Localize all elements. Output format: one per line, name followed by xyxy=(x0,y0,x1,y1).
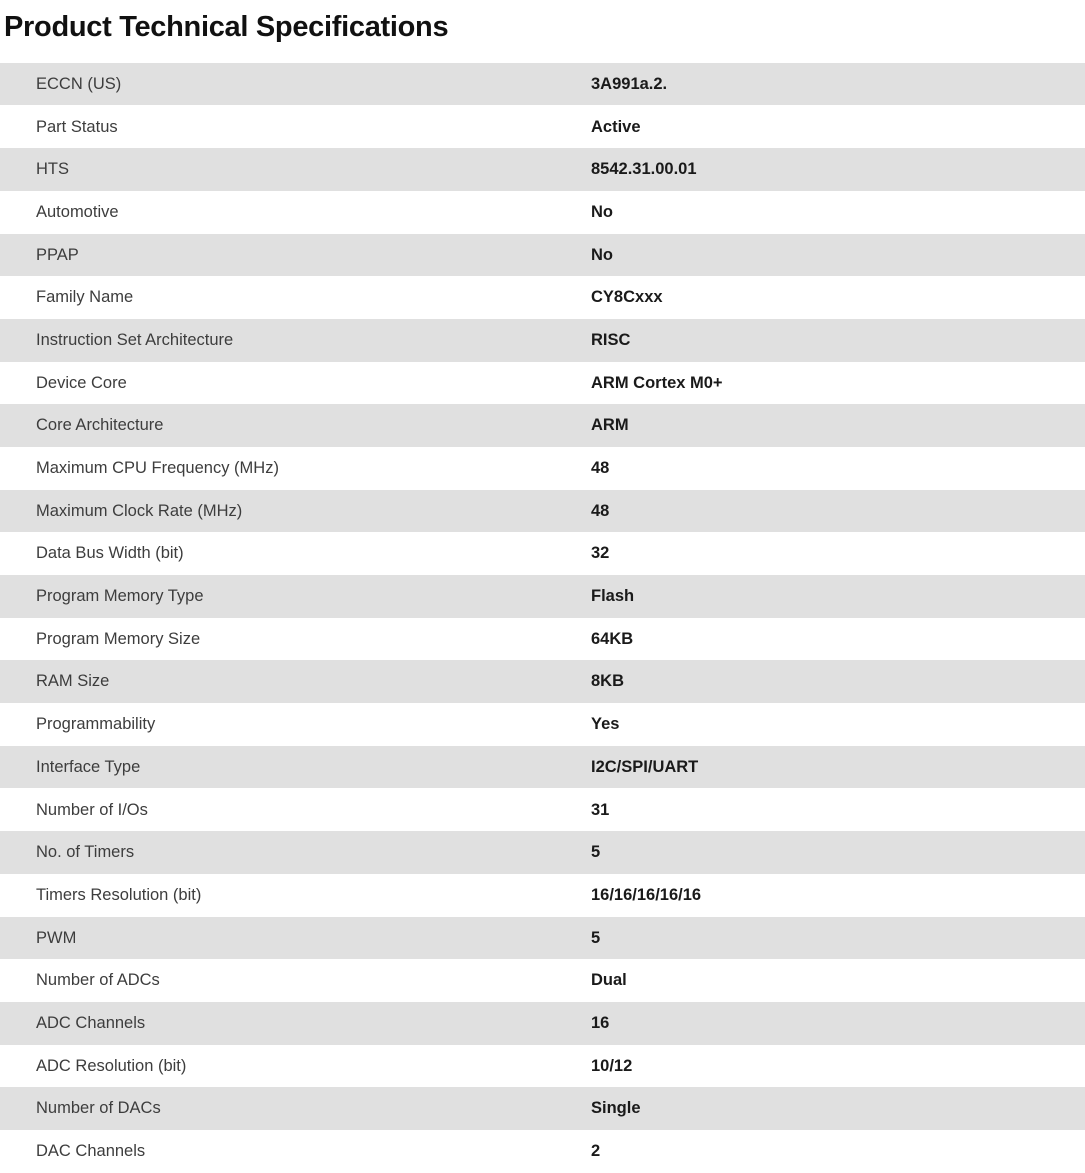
table-row xyxy=(0,1002,1085,1045)
spec-value: 5 xyxy=(591,928,601,947)
table-row xyxy=(0,191,1085,234)
table-row xyxy=(0,447,1085,490)
spec-label: Core Architecture xyxy=(36,416,164,435)
spec-label: Interface Type xyxy=(36,757,141,776)
spec-label: RAM Size xyxy=(36,672,110,691)
spec-value: Dual xyxy=(591,971,627,990)
spec-value: 8KB xyxy=(591,672,625,691)
table-row xyxy=(0,575,1085,618)
table-row xyxy=(0,874,1085,917)
spec-label: Program Memory Type xyxy=(36,587,204,606)
table-row xyxy=(0,1087,1085,1130)
spec-value: 16/16/16/16/16 xyxy=(591,885,702,904)
spec-value: 3A991a.2. xyxy=(591,74,668,93)
spec-value: 48 xyxy=(591,501,610,520)
spec-value: Single xyxy=(591,1099,641,1118)
spec-value: Active xyxy=(591,117,641,136)
spec-label: Family Name xyxy=(36,288,134,307)
spec-value: CY8Cxxx xyxy=(591,288,663,307)
spec-value: 5 xyxy=(591,843,601,862)
table-row xyxy=(0,148,1085,191)
spec-value: 2 xyxy=(591,1142,601,1161)
spec-label: No. of Timers xyxy=(36,843,135,862)
spec-value: No xyxy=(591,245,613,264)
spec-value: Yes xyxy=(591,715,620,734)
spec-value: 64KB xyxy=(591,629,634,648)
table-row xyxy=(0,788,1085,831)
table-row xyxy=(0,959,1085,1002)
spec-label: Number of ADCs xyxy=(36,971,160,990)
spec-label: PWM xyxy=(36,928,77,947)
spec-value: RISC xyxy=(591,330,631,349)
spec-label: Part Status xyxy=(36,117,118,136)
specifications-table xyxy=(0,63,1085,1173)
spec-label: DAC Channels xyxy=(36,1142,146,1161)
spec-label: Device Core xyxy=(36,373,127,392)
table-row xyxy=(0,746,1085,789)
table-row xyxy=(0,917,1085,960)
spec-label: Number of DACs xyxy=(36,1099,161,1118)
spec-label: Instruction Set Architecture xyxy=(36,330,234,349)
spec-label: ECCN (US) xyxy=(36,74,122,93)
spec-value: 10/12 xyxy=(591,1056,633,1075)
spec-label: Number of I/Os xyxy=(36,800,148,819)
spec-label: Data Bus Width (bit) xyxy=(36,544,184,563)
spec-value: 31 xyxy=(591,800,610,819)
spec-value: ARM xyxy=(591,416,629,435)
spec-value: 32 xyxy=(591,544,610,563)
table-row xyxy=(0,532,1085,575)
spec-value: No xyxy=(591,202,613,221)
spec-label: HTS xyxy=(36,160,69,179)
spec-value: 48 xyxy=(591,459,610,478)
table-row xyxy=(0,276,1085,319)
spec-label: Maximum Clock Rate (MHz) xyxy=(36,501,243,520)
spec-value: Flash xyxy=(591,587,635,606)
table-row xyxy=(0,234,1085,277)
spec-label: ADC Resolution (bit) xyxy=(36,1056,187,1075)
spec-value: I2C/SPI/UART xyxy=(591,757,699,776)
table-row xyxy=(0,490,1085,533)
spec-value: 16 xyxy=(591,1013,610,1032)
spec-value: ARM Cortex M0+ xyxy=(591,373,723,392)
spec-value: 8542.31.00.01 xyxy=(591,160,697,179)
spec-label: Program Memory Size xyxy=(36,629,201,648)
page-title: Product Technical Specifications xyxy=(4,11,449,43)
table-row xyxy=(0,105,1085,148)
spec-label: Programmability xyxy=(36,715,156,734)
specifications-table-body xyxy=(0,63,1085,1173)
table-row xyxy=(0,1130,1085,1173)
table-row xyxy=(0,831,1085,874)
table-row xyxy=(0,618,1085,661)
spec-label: PPAP xyxy=(36,245,79,264)
table-row xyxy=(0,63,1085,106)
spec-label: Automotive xyxy=(36,202,119,221)
table-row xyxy=(0,703,1085,746)
spec-label: Timers Resolution (bit) xyxy=(36,885,202,904)
spec-label: Maximum CPU Frequency (MHz) xyxy=(36,459,279,478)
table-row xyxy=(0,660,1085,703)
spec-label: ADC Channels xyxy=(36,1013,146,1032)
table-row xyxy=(0,1045,1085,1088)
table-row xyxy=(0,404,1085,447)
table-row xyxy=(0,362,1085,405)
table-row xyxy=(0,319,1085,362)
